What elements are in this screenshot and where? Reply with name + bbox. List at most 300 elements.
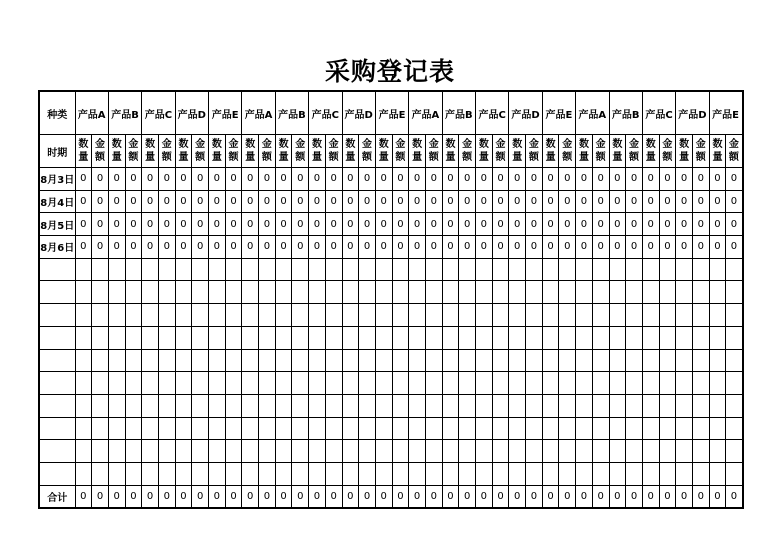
blank-row <box>39 372 743 395</box>
empty-cell <box>709 462 726 485</box>
empty-cell <box>425 326 442 349</box>
sub-column-label: 金额 <box>495 139 506 163</box>
value-cell: 0 <box>542 213 559 236</box>
empty-cell <box>642 281 659 304</box>
empty-cell <box>275 372 292 395</box>
value-cell: 0 <box>292 168 309 191</box>
empty-cell <box>592 394 609 417</box>
empty-cell <box>709 258 726 281</box>
empty-cell <box>359 372 376 395</box>
empty-cell <box>526 349 543 372</box>
empty-cell <box>225 304 242 327</box>
empty-cell <box>375 462 392 485</box>
empty-cell <box>559 417 576 440</box>
empty-cell <box>692 372 709 395</box>
empty-cell <box>342 462 359 485</box>
value-cell: 0 <box>259 213 276 236</box>
empty-cell <box>292 440 309 463</box>
blank-row <box>39 281 743 304</box>
empty-cell <box>692 281 709 304</box>
empty-cell <box>342 304 359 327</box>
quantity-header <box>609 135 626 168</box>
value-cell: 0 <box>526 213 543 236</box>
empty-cell <box>576 394 593 417</box>
table-row <box>39 190 743 213</box>
empty-cell <box>309 394 326 417</box>
date-cell: 8月6日 <box>39 236 75 259</box>
empty-cell <box>409 258 426 281</box>
value-cell: 0 <box>576 213 593 236</box>
empty-cell <box>492 394 509 417</box>
value-cell: 0 <box>659 168 676 191</box>
empty-cell <box>192 258 209 281</box>
value-cell: 0 <box>108 236 125 259</box>
empty-cell <box>192 326 209 349</box>
value-cell: 0 <box>692 190 709 213</box>
blank-row <box>39 462 743 485</box>
value-cell: 0 <box>175 168 192 191</box>
value-cell: 0 <box>409 213 426 236</box>
quantity-header <box>309 135 326 168</box>
empty-cell <box>626 462 643 485</box>
empty-cell <box>359 304 376 327</box>
total-value-cell: 0 <box>125 485 142 508</box>
value-cell: 0 <box>342 168 359 191</box>
sub-column-label: 金额 <box>595 139 606 163</box>
empty-cell <box>309 440 326 463</box>
empty-cell <box>709 417 726 440</box>
empty-cell <box>459 417 476 440</box>
empty-cell <box>292 304 309 327</box>
empty-cell <box>309 304 326 327</box>
empty-cell <box>125 349 142 372</box>
total-value-cell: 0 <box>309 485 326 508</box>
total-value-cell: 0 <box>609 485 626 508</box>
empty-cell <box>692 258 709 281</box>
sub-column-label: 数量 <box>412 139 423 163</box>
value-cell: 0 <box>476 168 493 191</box>
empty-cell <box>626 326 643 349</box>
empty-cell <box>476 326 493 349</box>
value-cell: 0 <box>259 168 276 191</box>
empty-cell <box>609 258 626 281</box>
empty-cell <box>492 440 509 463</box>
empty-cell <box>476 349 493 372</box>
empty-cell <box>576 258 593 281</box>
empty-cell <box>659 462 676 485</box>
value-cell: 0 <box>209 190 226 213</box>
empty-cell <box>526 372 543 395</box>
empty-cell <box>442 304 459 327</box>
sub-column-label: 金额 <box>695 139 706 163</box>
empty-cell <box>75 394 92 417</box>
value-cell: 0 <box>125 190 142 213</box>
empty-cell <box>125 281 142 304</box>
empty-cell <box>692 440 709 463</box>
value-cell: 0 <box>726 236 743 259</box>
empty-cell <box>726 281 743 304</box>
product-header: 产品A <box>75 91 108 135</box>
empty-cell <box>75 440 92 463</box>
total-value-cell: 0 <box>275 485 292 508</box>
empty-cell <box>576 372 593 395</box>
empty-cell <box>142 304 159 327</box>
empty-cell <box>409 394 426 417</box>
empty-cell <box>542 304 559 327</box>
empty-cell <box>425 258 442 281</box>
amount-header <box>626 135 643 168</box>
product-header: 产品B <box>609 91 642 135</box>
value-cell: 0 <box>709 168 726 191</box>
total-value-cell: 0 <box>459 485 476 508</box>
value-cell: 0 <box>576 168 593 191</box>
empty-cell <box>609 372 626 395</box>
total-value-cell: 0 <box>676 485 693 508</box>
value-cell: 0 <box>225 168 242 191</box>
quantity-header <box>709 135 726 168</box>
empty-cell <box>158 372 175 395</box>
value-cell: 0 <box>359 168 376 191</box>
empty-cell <box>542 349 559 372</box>
empty-cell <box>726 304 743 327</box>
empty-cell <box>692 326 709 349</box>
empty-cell <box>459 258 476 281</box>
value-cell: 0 <box>476 236 493 259</box>
empty-cell <box>459 372 476 395</box>
empty-cell <box>542 394 559 417</box>
date-cell: 8月3日 <box>39 168 75 191</box>
empty-cell <box>125 462 142 485</box>
total-value-cell: 0 <box>325 485 342 508</box>
page-title: 采购登记表 <box>324 57 455 86</box>
empty-cell <box>142 394 159 417</box>
empty-cell <box>609 326 626 349</box>
empty-cell <box>325 258 342 281</box>
total-value-cell: 0 <box>259 485 276 508</box>
empty-cell <box>242 258 259 281</box>
empty-cell <box>676 417 693 440</box>
quantity-header <box>642 135 659 168</box>
empty-cell <box>75 326 92 349</box>
total-value-cell: 0 <box>359 485 376 508</box>
empty-cell <box>242 462 259 485</box>
empty-cell <box>108 440 125 463</box>
empty-cell <box>476 304 493 327</box>
value-cell: 0 <box>409 236 426 259</box>
value-cell: 0 <box>342 190 359 213</box>
empty-cell <box>125 394 142 417</box>
value-cell: 0 <box>526 236 543 259</box>
empty-cell <box>676 394 693 417</box>
product-header: 产品D <box>175 91 208 135</box>
empty-cell <box>92 372 109 395</box>
empty-cell <box>559 394 576 417</box>
value-cell: 0 <box>325 236 342 259</box>
empty-cell <box>309 326 326 349</box>
empty-cell <box>676 326 693 349</box>
total-value-cell: 0 <box>392 485 409 508</box>
empty-cell <box>409 417 426 440</box>
amount-header <box>425 135 442 168</box>
empty-cell <box>242 394 259 417</box>
value-cell: 0 <box>158 236 175 259</box>
empty-cell <box>175 281 192 304</box>
empty-cell <box>576 462 593 485</box>
sub-column-label: 数量 <box>111 139 122 163</box>
value-cell: 0 <box>192 213 209 236</box>
empty-cell <box>275 417 292 440</box>
sub-column-label: 金额 <box>128 139 139 163</box>
empty-cell <box>392 462 409 485</box>
value-cell: 0 <box>325 168 342 191</box>
value-cell: 0 <box>175 213 192 236</box>
empty-cell <box>392 440 409 463</box>
amount-header <box>726 135 743 168</box>
empty-cell <box>409 349 426 372</box>
value-cell: 0 <box>726 213 743 236</box>
value-cell: 0 <box>125 236 142 259</box>
empty-cell <box>192 417 209 440</box>
empty-cell <box>476 372 493 395</box>
empty-cell <box>325 349 342 372</box>
empty-cell <box>325 440 342 463</box>
total-value-cell: 0 <box>576 485 593 508</box>
value-cell: 0 <box>559 213 576 236</box>
empty-cell <box>576 281 593 304</box>
total-value-cell: 0 <box>342 485 359 508</box>
value-cell: 0 <box>225 213 242 236</box>
empty-cell <box>659 372 676 395</box>
total-value-cell: 0 <box>692 485 709 508</box>
empty-cell <box>659 304 676 327</box>
empty-cell <box>642 326 659 349</box>
empty-cell <box>75 417 92 440</box>
empty-cell <box>108 281 125 304</box>
value-cell: 0 <box>592 236 609 259</box>
total-value-cell: 0 <box>492 485 509 508</box>
sub-column-label: 数量 <box>645 139 656 163</box>
empty-cell <box>392 281 409 304</box>
empty-cell <box>259 394 276 417</box>
empty-cell <box>175 417 192 440</box>
empty-cell <box>75 462 92 485</box>
total-value-cell: 0 <box>108 485 125 508</box>
empty-cell <box>676 372 693 395</box>
table-row <box>39 168 743 191</box>
value-cell: 0 <box>609 236 626 259</box>
empty-cell <box>209 417 226 440</box>
empty-cell <box>559 304 576 327</box>
empty-cell <box>158 304 175 327</box>
empty-cell <box>175 394 192 417</box>
empty-cell <box>425 417 442 440</box>
blank-row <box>39 394 743 417</box>
empty-cell <box>259 417 276 440</box>
value-cell: 0 <box>275 168 292 191</box>
empty-cell <box>526 440 543 463</box>
empty-cell <box>292 417 309 440</box>
empty-cell <box>309 372 326 395</box>
value-cell: 0 <box>359 190 376 213</box>
quantity-header <box>342 135 359 168</box>
empty-cell <box>576 440 593 463</box>
empty-cell <box>609 417 626 440</box>
sub-column-label: 数量 <box>78 139 89 163</box>
product-header: 产品C <box>142 91 175 135</box>
product-header: 产品A <box>409 91 442 135</box>
empty-cell <box>459 394 476 417</box>
empty-cell <box>542 462 559 485</box>
empty-cell <box>309 349 326 372</box>
empty-cell <box>225 440 242 463</box>
quantity-header <box>676 135 693 168</box>
empty-cell <box>39 440 75 463</box>
table-row <box>39 236 743 259</box>
value-cell: 0 <box>726 190 743 213</box>
empty-cell <box>175 440 192 463</box>
value-cell: 0 <box>492 190 509 213</box>
amount-header <box>692 135 709 168</box>
value-cell: 0 <box>442 236 459 259</box>
value-cell: 0 <box>209 213 226 236</box>
empty-cell <box>509 281 526 304</box>
header-row-period <box>39 135 743 168</box>
empty-cell <box>676 258 693 281</box>
empty-cell <box>142 349 159 372</box>
value-cell: 0 <box>242 168 259 191</box>
empty-cell <box>342 349 359 372</box>
empty-cell <box>92 440 109 463</box>
value-cell: 0 <box>676 213 693 236</box>
empty-cell <box>659 349 676 372</box>
value-cell: 0 <box>576 236 593 259</box>
product-header: 产品E <box>709 91 742 135</box>
empty-cell <box>542 281 559 304</box>
empty-cell <box>592 349 609 372</box>
product-header: 产品C <box>309 91 342 135</box>
value-cell: 0 <box>642 213 659 236</box>
empty-cell <box>425 394 442 417</box>
empty-cell <box>509 326 526 349</box>
empty-cell <box>542 440 559 463</box>
empty-cell <box>692 417 709 440</box>
value-cell: 0 <box>626 213 643 236</box>
total-value-cell: 0 <box>225 485 242 508</box>
empty-cell <box>526 258 543 281</box>
empty-cell <box>158 417 175 440</box>
quantity-header <box>209 135 226 168</box>
value-cell: 0 <box>692 168 709 191</box>
quantity-header <box>476 135 493 168</box>
empty-cell <box>39 349 75 372</box>
value-cell: 0 <box>342 236 359 259</box>
sub-column-label: 数量 <box>712 139 723 163</box>
value-cell: 0 <box>92 190 109 213</box>
total-value-cell: 0 <box>409 485 426 508</box>
sub-column-label: 数量 <box>345 139 356 163</box>
empty-cell <box>359 326 376 349</box>
empty-cell <box>392 304 409 327</box>
sub-column-label: 金额 <box>562 139 573 163</box>
empty-cell <box>209 372 226 395</box>
empty-cell <box>175 258 192 281</box>
sub-column-label: 金额 <box>161 139 172 163</box>
value-cell: 0 <box>492 236 509 259</box>
total-value-cell: 0 <box>726 485 743 508</box>
value-cell: 0 <box>559 168 576 191</box>
total-value-cell: 0 <box>92 485 109 508</box>
empty-cell <box>559 326 576 349</box>
value-cell: 0 <box>509 168 526 191</box>
empty-cell <box>392 349 409 372</box>
total-label: 合计 <box>39 485 75 508</box>
empty-cell <box>476 394 493 417</box>
value-cell: 0 <box>476 190 493 213</box>
empty-cell <box>509 440 526 463</box>
product-header: 产品A <box>576 91 609 135</box>
total-value-cell: 0 <box>709 485 726 508</box>
empty-cell <box>592 281 609 304</box>
empty-cell <box>342 440 359 463</box>
total-value-cell: 0 <box>75 485 92 508</box>
empty-cell <box>442 417 459 440</box>
value-cell: 0 <box>559 236 576 259</box>
empty-cell <box>492 349 509 372</box>
amount-header <box>125 135 142 168</box>
empty-cell <box>692 349 709 372</box>
value-cell: 0 <box>459 213 476 236</box>
empty-cell <box>108 304 125 327</box>
empty-cell <box>359 258 376 281</box>
empty-cell <box>392 326 409 349</box>
empty-cell <box>626 417 643 440</box>
value-cell: 0 <box>425 213 442 236</box>
empty-cell <box>642 372 659 395</box>
empty-cell <box>526 304 543 327</box>
sub-column-label: 数量 <box>445 139 456 163</box>
value-cell: 0 <box>642 190 659 213</box>
empty-cell <box>726 440 743 463</box>
value-cell: 0 <box>192 190 209 213</box>
product-header: 产品C <box>642 91 675 135</box>
sub-column-label: 数量 <box>612 139 623 163</box>
quantity-header <box>75 135 92 168</box>
value-cell: 0 <box>142 190 159 213</box>
total-value-cell: 0 <box>175 485 192 508</box>
value-cell: 0 <box>209 236 226 259</box>
empty-cell <box>709 326 726 349</box>
empty-cell <box>142 326 159 349</box>
amount-header <box>392 135 409 168</box>
empty-cell <box>726 462 743 485</box>
value-cell: 0 <box>309 190 326 213</box>
empty-cell <box>292 349 309 372</box>
quantity-header <box>409 135 426 168</box>
empty-cell <box>242 281 259 304</box>
empty-cell <box>425 440 442 463</box>
empty-cell <box>526 462 543 485</box>
value-cell: 0 <box>509 236 526 259</box>
empty-cell <box>158 258 175 281</box>
value-cell: 0 <box>309 213 326 236</box>
value-cell: 0 <box>392 213 409 236</box>
empty-cell <box>342 394 359 417</box>
empty-cell <box>409 440 426 463</box>
value-cell: 0 <box>125 213 142 236</box>
value-cell: 0 <box>476 213 493 236</box>
value-cell: 0 <box>108 190 125 213</box>
empty-cell <box>642 417 659 440</box>
